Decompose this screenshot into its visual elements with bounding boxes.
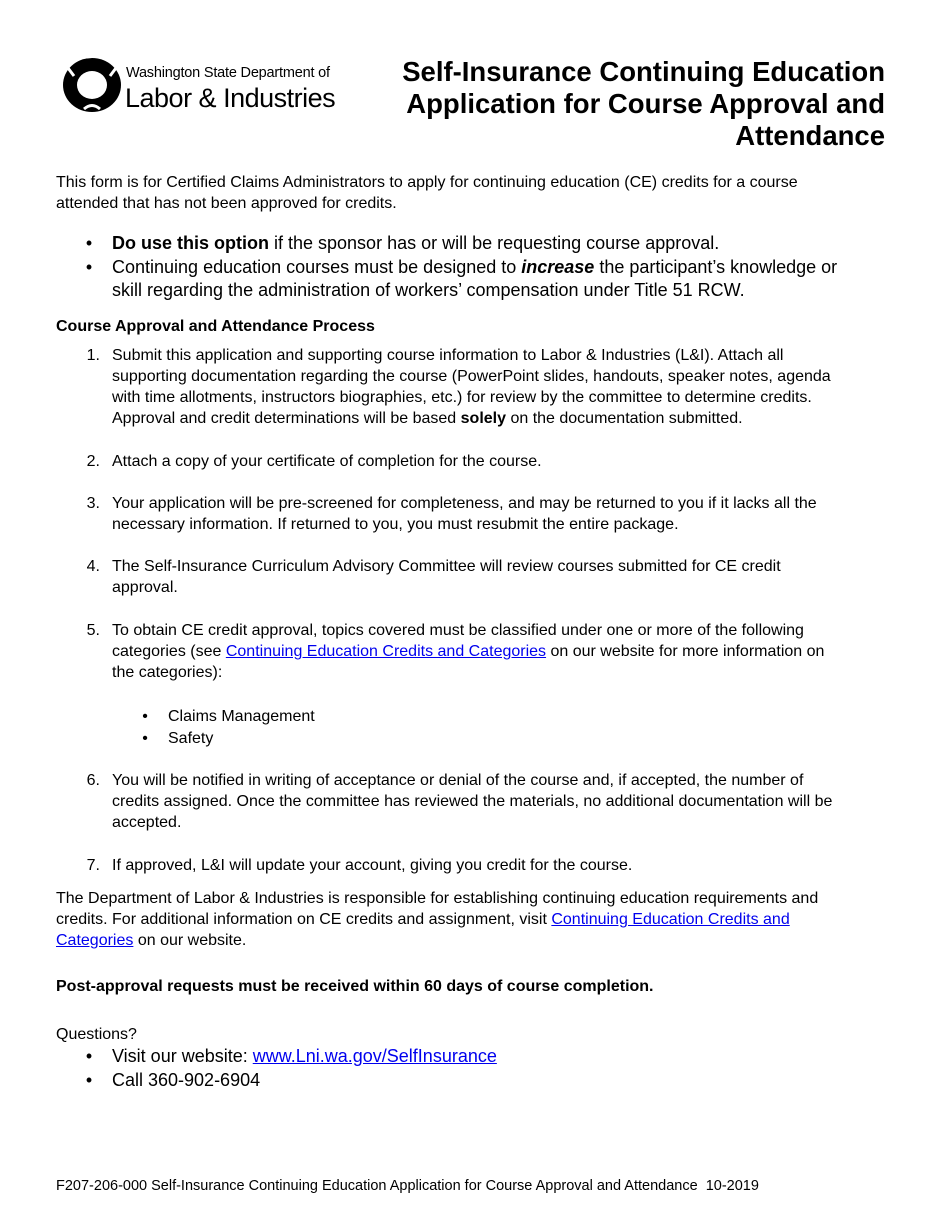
dept-line-3-post: on our website.	[133, 932, 247, 949]
note-item	[78, 256, 898, 304]
ce-credits-link[interactable]: Continuing Education Credits and Categories	[225, 643, 547, 660]
step-4-line-2: approval.	[112, 579, 178, 596]
bullet-icon: •	[85, 257, 93, 277]
bullet-icon: •	[142, 730, 148, 747]
step-6-line-2: credits assigned. Once the committee has reviewed the materials, no additional documentation will be	[112, 793, 833, 810]
step-number: 7.	[86, 857, 100, 874]
questions-label: Questions?	[56, 1026, 137, 1043]
step-1-line-2: supporting documentation regarding the course (PowerPoint slides, handouts, speaker notes, agenda	[112, 368, 831, 385]
ce-credits-link-2[interactable]: Continuing Education Credits and	[551, 911, 790, 928]
list-item	[134, 728, 534, 750]
step-5-line-3: the categories):	[112, 664, 223, 681]
categories-list	[134, 706, 534, 750]
note-2-line-2: skill regarding the administration of workers’ compensation under Title 51 RCW.	[112, 280, 745, 300]
step-3-line-2: necessary information. If returned to you, you must resubmit the entire package.	[112, 516, 679, 533]
bullet-icon: •	[85, 1070, 93, 1090]
ce-categories-link[interactable]: Categories	[56, 932, 134, 949]
step-1-line-4	[112, 408, 831, 429]
category-safety: Safety	[168, 730, 214, 747]
list-item	[78, 1045, 678, 1069]
step-6-line-1: You will be notified in writing of acceptance or denial of the course and, if accepted, the number of	[112, 772, 804, 789]
step-number: 2.	[86, 453, 100, 470]
step-1-line-4-bold: solely	[460, 410, 506, 427]
title-line-1: Self-Insurance Continuing Education	[402, 56, 885, 87]
note-2-emphasis: increase	[521, 257, 595, 277]
website-label: Visit our website:	[112, 1046, 253, 1066]
title-line-2: Application for Course Approval and	[406, 88, 885, 119]
note-1-bold: Do use this option	[112, 233, 269, 253]
note-2-text-post: the participant’s knowledge or	[594, 257, 838, 277]
logo-line-2: Labor & Industries	[125, 83, 336, 113]
contact-list	[78, 1045, 678, 1093]
form-footer: F207-206-000 Self-Insurance Continuing Education Application for Course Approval and Attendance 10-2019	[56, 1178, 759, 1194]
department-paragraph	[56, 888, 818, 951]
agency-logo	[62, 52, 336, 122]
list-item	[134, 706, 534, 728]
step-1-line-1: Submit this application and supporting course information to Labor & Industries (L&I). Attach all	[112, 347, 784, 364]
phone-contact: Call 360-902-6904	[112, 1070, 261, 1090]
page-title	[365, 56, 885, 152]
step-1-line-4-pre: Approval and credit determinations will be based	[112, 410, 461, 427]
note-item	[78, 232, 898, 256]
step-5-line-2-post: on our website for more information on	[546, 643, 825, 660]
step-number: 3.	[86, 495, 100, 512]
step-1-line-4-post: on the documentation submitted.	[506, 410, 743, 427]
step-1-line-3: with time allotments, instructors biographies, etc.) for review by the committee to determine credits.	[112, 389, 812, 406]
title-line-3: Attendance	[735, 120, 885, 151]
website-link[interactable]: www.Lni.wa.gov/SelfInsurance	[252, 1046, 497, 1066]
step-3-line-1: Your application will be pre-screened for completeness, and may be returned to you if it lacks all the	[112, 495, 817, 512]
bullet-icon: •	[142, 708, 148, 725]
step-7-line-1: If approved, L&I will update your account, giving you credit for the course.	[112, 857, 633, 874]
intro-paragraph	[56, 172, 798, 214]
step-4-line-1: The Self-Insurance Curriculum Advisory Committee will review courses submitted for CE credit	[112, 558, 781, 575]
step-number: 1.	[86, 347, 100, 364]
bullet-icon: •	[85, 1046, 93, 1066]
note-2-text-pre: Continuing education courses must be designed to	[112, 257, 522, 277]
step-2-line-1: Attach a copy of your certificate of completion for the course.	[112, 453, 542, 470]
step-6-line-3: accepted.	[112, 814, 182, 831]
intro-line-1: This form is for Certified Claims Administrators to apply for continuing education (CE) credits for a course	[56, 174, 798, 191]
step-number: 6.	[86, 772, 100, 789]
notes-list	[78, 232, 898, 304]
step-number: 5.	[86, 622, 100, 639]
note-1-text: if the sponsor has or will be requesting course approval.	[269, 233, 720, 253]
bullet-icon: •	[85, 233, 93, 253]
category-claims-management: Claims Management	[168, 708, 315, 725]
step-5-line-2-pre: categories (see	[112, 643, 226, 660]
step-number: 4.	[86, 558, 100, 575]
dept-line-2-pre: credits. For additional information on CE credits and assignment, visit	[56, 911, 552, 928]
intro-line-2: attended that has not been approved for credits.	[56, 195, 397, 212]
dept-line-1: The Department of Labor & Industries is responsible for establishing continuing education requirements and	[56, 890, 819, 907]
deadline-notice: Post-approval requests must be received within 60 days of course completion.	[56, 978, 654, 995]
logo-line-1: Washington State Department of	[126, 65, 330, 81]
agency-logo-icon	[62, 52, 122, 114]
list-item	[78, 1069, 678, 1093]
process-heading: Course Approval and Attendance Process	[56, 318, 375, 335]
step-5-line-1: To obtain CE credit approval, topics covered must be classified under one or more of the following	[112, 622, 804, 639]
